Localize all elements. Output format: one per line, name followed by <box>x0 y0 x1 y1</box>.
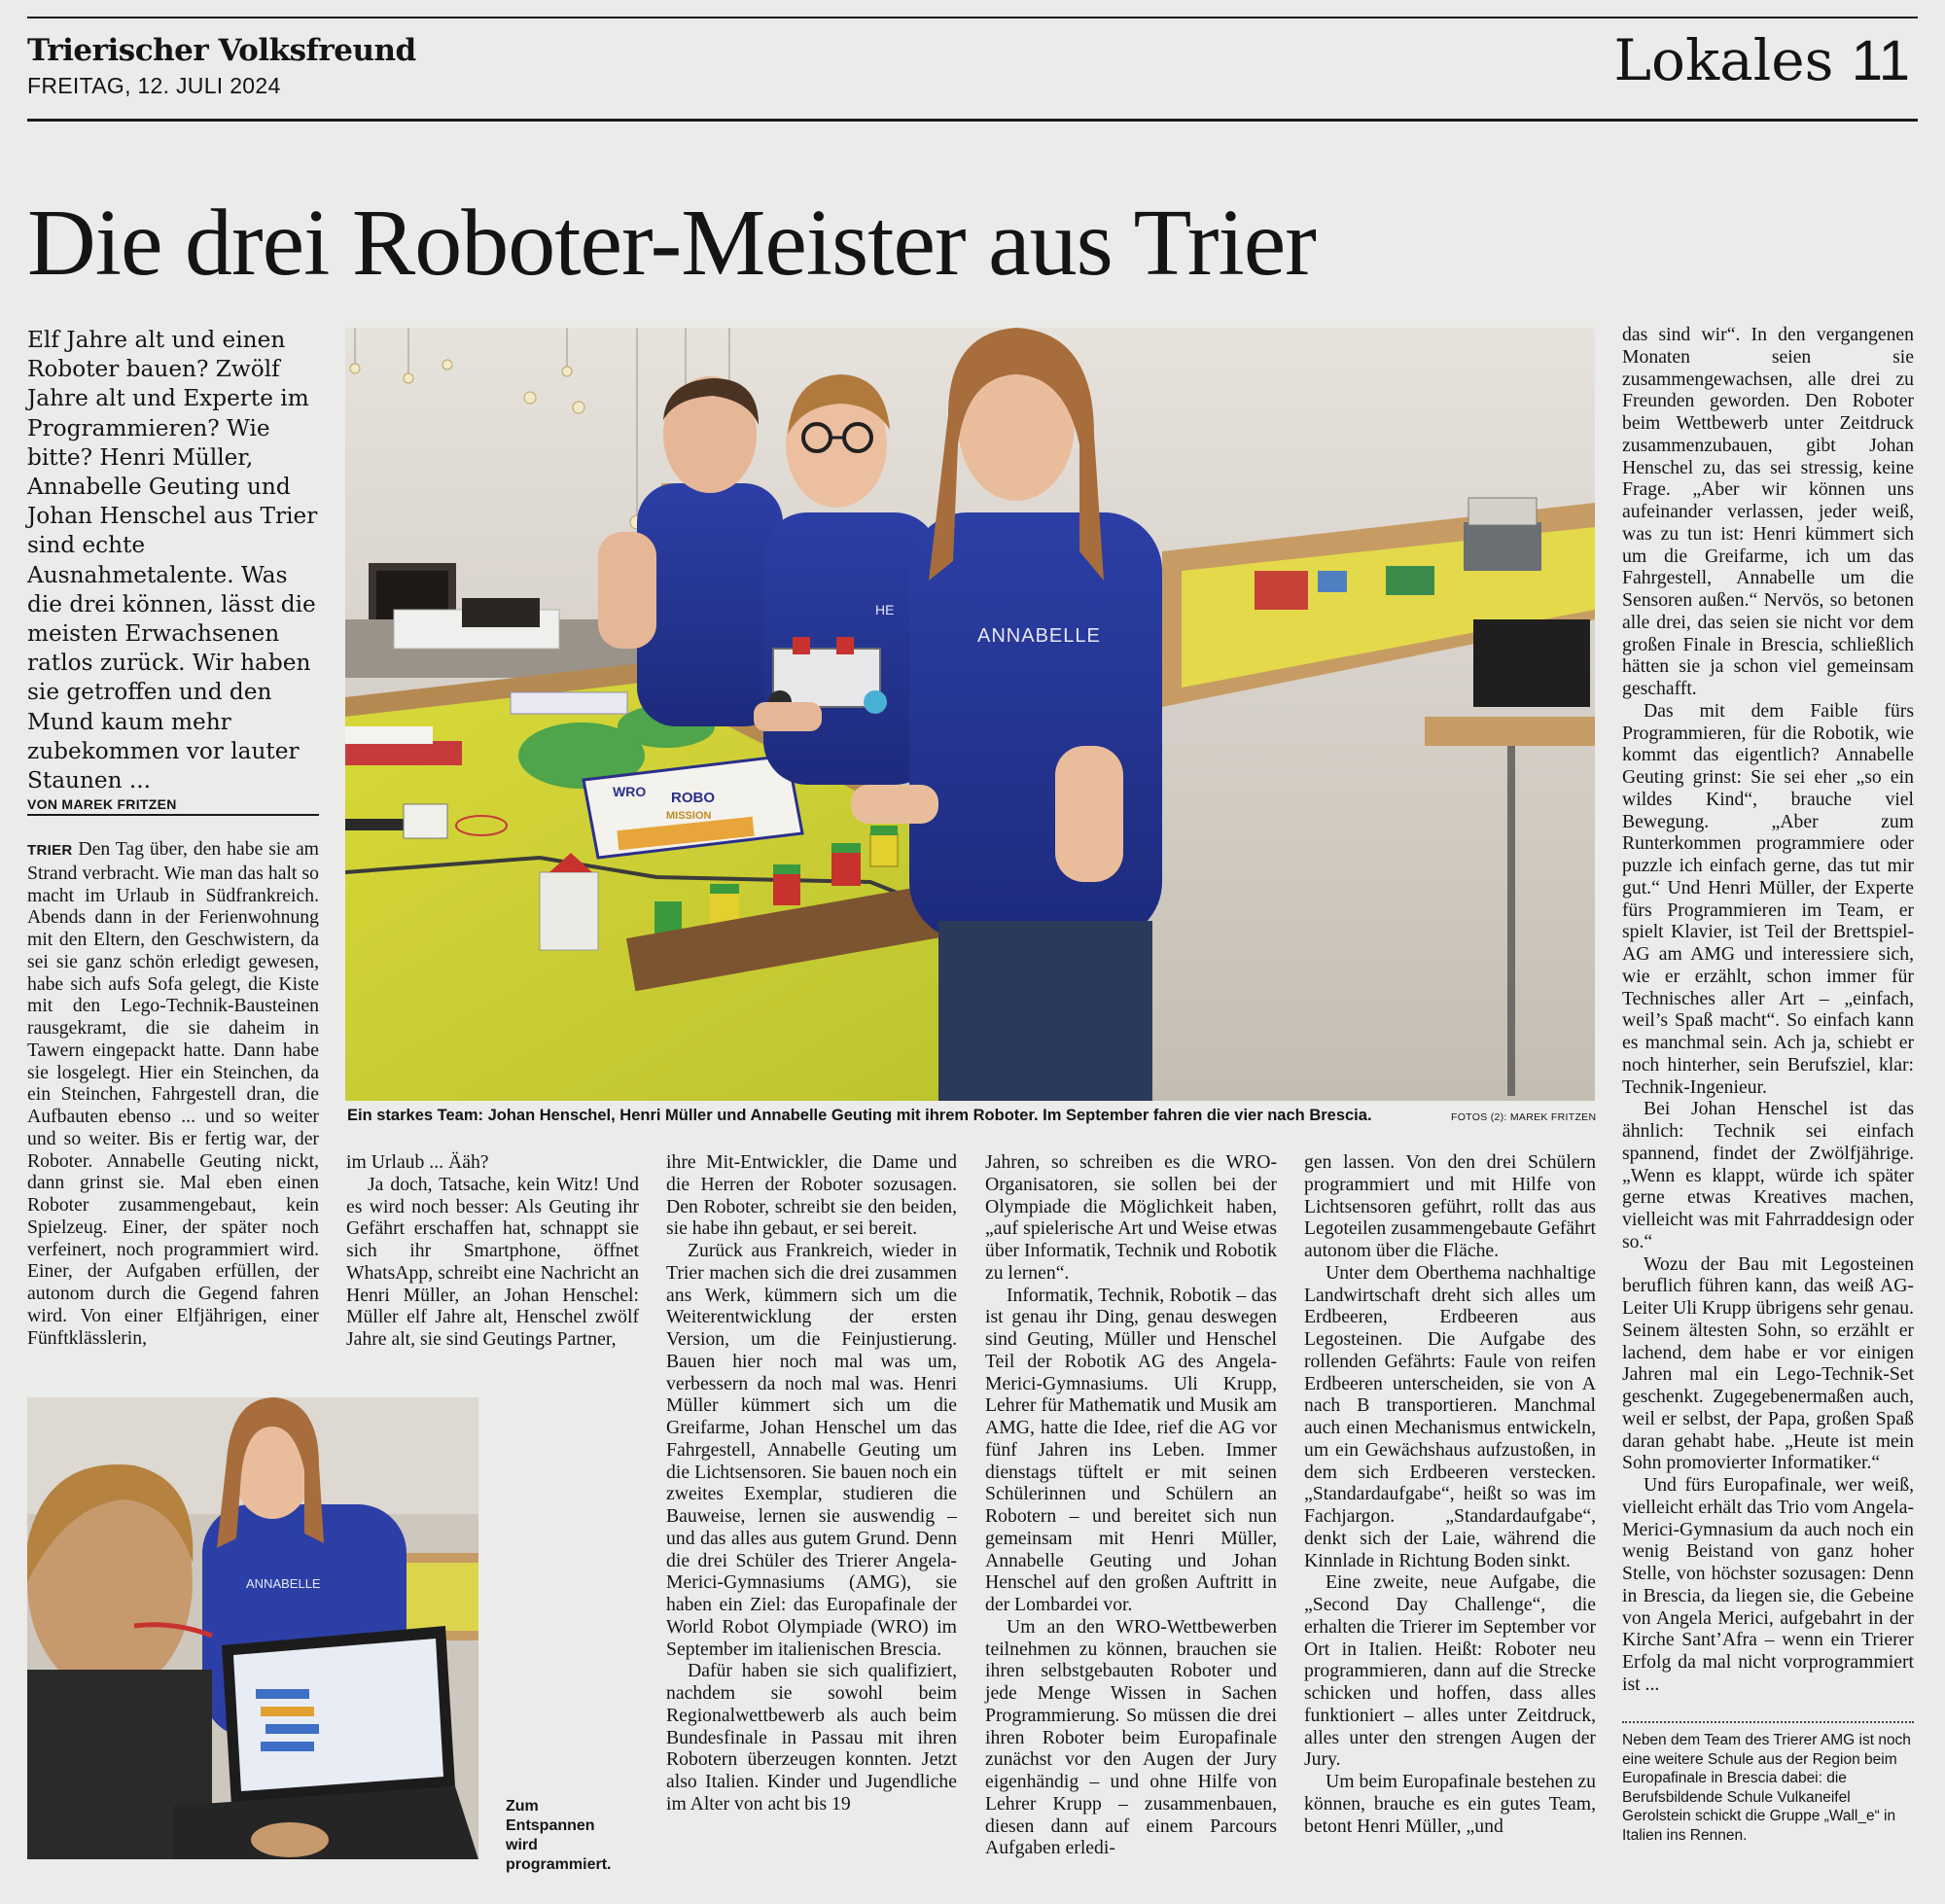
poster-wro: WRO <box>613 784 647 799</box>
masthead-top-rule <box>27 17 1918 18</box>
column-3-paragraph-2: Zurück aus Frankreich, wieder in Trier machen sich die drei zusammen ans Werk, kümmern sich um die Weiterentwicklung der ersten Version, um die Feinjustierung. Bauen hier noch mal was um, verbessern da noch mal was. Henri Müller kümmert sich um die Greifarme, Johan Henschel um das Fahrgestell, Annabelle Geuting um die Lichtsensoren. Sie bauen noch ein zweites Exemplar, studieren die Bauweise, lernen sie auswendig – und das alles aus gutem Grund. Denn die drei Schüler des Trierer Angela-Merici-Gymnasiums (AMG), sie haben ein Ziel: das Europafinale der World Robot Olympiade (WRO) im September im italienischen Brescia. <box>666 1240 957 1660</box>
column-5-paragraph-4: Um beim Europafinale bestehen zu können, brauche es ein gutes Team, betont Henri Müller, „und <box>1304 1771 1596 1837</box>
issue-date: FREITAG, 12. JULI 2024 <box>27 73 281 98</box>
byline-rule <box>27 814 319 816</box>
column-1-text: Den Tag über, den habe sie am Strand verbracht. Wie man das halt so macht im Urlaub in Südfrankreich. Abends dann in der Ferienwohnung mit den Eltern, den Geschwistern, da sei sie ganz schön erledigt gewesen, habe sich aufs Sofa gelegt, die Kiste mit den Lego-Technik-Bausteinen rausgekramt, die sie daheim in Tawern eingepackt hatte. Dann habe sie losgelegt. Hier ein Steinchen, da ein Steinchen, Fahrgestell dran, die Aufbauten ebenso ... und so weiter und so weiter. Bis er fertig war, der Roboter. Annabelle Geuting nickt, dann grinst sie. Mal eben einen Roboter zusammengebaut, kein Spielzeug. Einer, der später noch verfeinert, noch programmiert wird. Einer, der Aufgaben erfüllen, der autonom durch die Gegend fahren wird. Von einer Elfjährigen, einer Fünftklässlerin, <box>27 838 319 1349</box>
column-4-paragraph-3: Um an den WRO-Wettbewerben teilnehmen zu können, brauchen sie ihren selbstgebauten Roboter und jede Menge Wissen in Sachen Programmierung. So müssen die drei ihren Roboter beim Europafinale zunächst vor den Augen der Jury eigenhändig – und ohne Hilfe von Lehrer Krupp – zusammenbauen, diesen dann auf einem Parcours Aufgaben erledi- <box>985 1615 1277 1859</box>
column-4-paragraph-2: Informatik, Technik, Robotik – das ist genau ihr Ding, genau deswegen sind Geuting, Müller und Henschel Teil der Robotik AG des Angela-Merici-Gymnasiums. Uli Krupp, Lehrer für Mathematik und Musik am AMG, hatte die Idee, rief die AG vor fünf Jahren ins Leben. Immer dienstags tüftelt er mit seinen Schülerinnen und Schülern an Robotern – und bereitet sich nun gemeinsam mit Henri Müller, Annabelle Geuting und Johan Henschel auf den großen Auftritt in der Lombardei vor. <box>985 1284 1277 1615</box>
shirt-text-henri: HE <box>875 602 895 617</box>
column-4-paragraph-1: Jahren, so schreiben es die WRO-Organisatoren, sie sollen bei der Olympiade die Möglichkeit haben, „auf spielerische Art und Weise etwas über Informatik, Technik und Robotik zu lernen“. <box>985 1151 1277 1284</box>
section-title <box>1614 27 1910 93</box>
small-photo <box>27 1397 478 1859</box>
column-5-paragraph-2: Unter dem Oberthema nachhaltige Landwirtschaft dreht sich alles um Erdbeeren, Erdbeeren aus Legosteinen. Die Aufgabe des rollenden Gefährts: Faule von reifen Erdbeeren unterscheiden, sie von A nach B transportieren. Manchmal auch einen Mechanismus entwickeln, um ein Gewächshaus aufzustoßen, in dem sich Erdbeeren verstecken. „Standardaufgabe“, heißt so was im Fachjargon. „Standardaufgabe“, denkt sich der Laie, während die Kinnlade in Richtung Boden sinkt. <box>1304 1261 1596 1571</box>
column-6-paragraph-3: Bei Johan Henschel ist das ähnlich: Technik sei einfach spannend, findet der Zwölfjährige. „Wenn es klappt, würde ich später gerne etwas Kreatives machen, vielleicht was mit Fahrraddesign oder so.“ <box>1622 1098 1914 1252</box>
column-3-paragraph-3: Dafür haben sie sich qualifiziert, nachdem sie sowohl beim Regionalwettbewerb als auch beim Bundesfinale in Passau mit ihren Robotern überzeugen konnten. Jetzt also Italien. Kinder und Jugendliche im Alter von acht bis 19 <box>666 1660 957 1815</box>
main-photo <box>345 328 1595 1101</box>
column-2 <box>346 1151 639 1351</box>
infobox-text: Neben dem Team des Trierer AMG ist noch eine weitere Schule aus der Region beim Europafinale in Brescia dabei: die Berufsbildende Schule Vulkaneifel Gerolstein schickt die Gruppe „Wall_e“ in Italien ins Rennen. <box>1622 1732 1911 1844</box>
column-5-paragraph-1: gen lassen. Von den drei Schülern programmiert und mit Hilfe von Lichtsensoren geführt, rollt das aus Legoteilen zusammengebaute Gefährt autonom über die Fläche. <box>1304 1151 1596 1261</box>
column-3 <box>666 1151 957 1816</box>
column-3-paragraph-1: ihre Mit-Entwickler, die Dame und die Herren der Roboter sozusagen. Den Roboter, schreibt sie den beiden, sie habe ihn gebaut, er sei bereit. <box>666 1151 957 1240</box>
column-5 <box>1304 1151 1596 1837</box>
small-shirt-text: ANNABELLE <box>246 1576 321 1591</box>
column-2-paragraph-2: Ja doch, Tatsache, kein Witz! Und es wird noch besser: Als Geuting ihr Gefährt erschaffen hat, schnappt sie sich ihr Smartphone, öffnet WhatsApp, schreibt eine Nachricht an Henri Müller, an Johan Henschel: Müller elf Jahre alt, Henschel zwölf Jahre alt, sie sind Geutings Partner, <box>346 1173 639 1350</box>
column-6-paragraph-2: Das mit dem Faible fürs Programmieren, für die Robotik, wie kommt das eigentlich? Annabelle Geuting grinst: Sie sei eher „so ein wildes Kind“, brauche viel Bewegung. „Aber zum Runterkommen programmiere oder puzzle ich einfach gerne, das tut mir gut.“ Und Henri Müller, der Experte fürs Programmieren im Team, er spielt Klavier, ist Teil der Brettspiel-AG am AMG und interessiere sich, wie er erzählt, schon immer für Technisches aller Art – „einfach, weil’s Spaß macht“. So einfach kann es manchmal sein. Ach ja, schiebt er noch hinterher, sein Berufsziel, klar: Technik-Ingenieur. <box>1622 699 1914 1098</box>
column-6-paragraph-1: das sind wir“. In den vergangenen Monaten seien sie zusammengewachsen, alle drei zu Freunden geworden. Den Roboter beim Wettbewerb unter Zeitdruck zusammenzubauen, gibt Johan Henschel zu, das sei stressig, keine Frage. „Aber wir können uns aufeinander verlassen, jeder weiß, was zu tun ist: Henri kümmert sich um die Greifarme, ich um das Fahrgestell, Annabelle um die Sensoren außen.“ Nervös, so betonen alle drei, das seien sie nicht vor dem großen Finale in Brescia, schließlich hätten sie ja schon viel gemeinsam geschafft. <box>1622 324 1914 699</box>
infobox-dotted-rule <box>1622 1721 1914 1723</box>
poster-robo: ROBO <box>671 790 715 806</box>
lead-paragraph: Elf Jahre alt und einen Roboter bauen? Zwölf Jahre alt und Experte im Programmieren? Wie bitte? Henri Müller, Annabelle Geuting und Johan Henschel aus Trier sind echte Ausnahmetalente. Was die drei können, lässt die meisten Erwachsenen ratlos zurück. Wir haben sie getroffen und den Mund kaum mehr zubekommen vor lauter Staunen ... <box>27 327 318 794</box>
headline: Die drei Roboter-Meister aus Trier <box>27 191 1316 296</box>
main-photo-caption: Ein starkes Team: Johan Henschel, Henri Müller und Annabelle Geuting mit ihrem Roboter. Im September fahren die vier nach Brescia. <box>347 1107 1372 1124</box>
column-2-paragraph-1: im Urlaub ... Ääh? <box>346 1151 489 1173</box>
byline: VON MAREK FRITZEN <box>27 796 177 812</box>
photo-credit: FOTOS (2): MAREK FRITZEN <box>1451 1111 1597 1123</box>
column-6-paragraph-4: Wozu der Bau mit Legosteinen beruflich führen kann, das weiß AG-Leiter Uli Krupp übrigens sehr genau. Seinem ältesten Sohn, so erzählt er lachend, dem habe er vor einigen Jahren mal ein Lego-Technik-Set geschenkt. Zugegebenermaßen auch, weil er selbst, der Papa, großen Spaß daran gehabt habe. „Heute ist mein Sohn promovierter Informatiker.“ <box>1622 1252 1914 1474</box>
column-6 <box>1622 324 1914 1696</box>
column-6-paragraph-5: Und fürs Europafinale, wer weiß, vielleicht erhält das Trio vom Angela-Merici-Gymnasium da auch noch ein wenig Beistand von ganz hoher Stelle, von höchster sozusagen: Denn in Brescia, da liegen sie, die Gebeine von Angela Merici, aufgebahrt in der Kirche Sant’Afra – wenn ein Trierer Erfolg da mal nicht vorprogrammiert ist ... <box>1622 1474 1914 1695</box>
column-5-paragraph-3: Eine zweite, neue Aufgabe, die „Second Day Challenge“, die erhalten die Trierer im September vor Ort in Italien. Heißt: Roboter neu programmieren, dann auf die Strecke schicken und hoffen, dass alles funktioniert – alles unter Zeitdruck, alles unter den strengen Augen der Jury. <box>1304 1571 1596 1771</box>
column-4 <box>985 1151 1277 1859</box>
page-number: 11 <box>1851 29 1910 92</box>
section-name: Lokales <box>1613 27 1834 93</box>
shirt-text-annabelle: ANNABELLE <box>977 625 1101 647</box>
poster-mission: MISSION <box>666 810 712 822</box>
column-1 <box>27 838 319 1349</box>
masthead-bottom-rule <box>27 119 1918 122</box>
article-dateline: TRIER <box>27 842 73 859</box>
small-photo-caption: Zum Entspannen wird programmiert. <box>506 1798 612 1873</box>
newspaper-logo: Trierischer Volksfreund <box>27 33 416 68</box>
